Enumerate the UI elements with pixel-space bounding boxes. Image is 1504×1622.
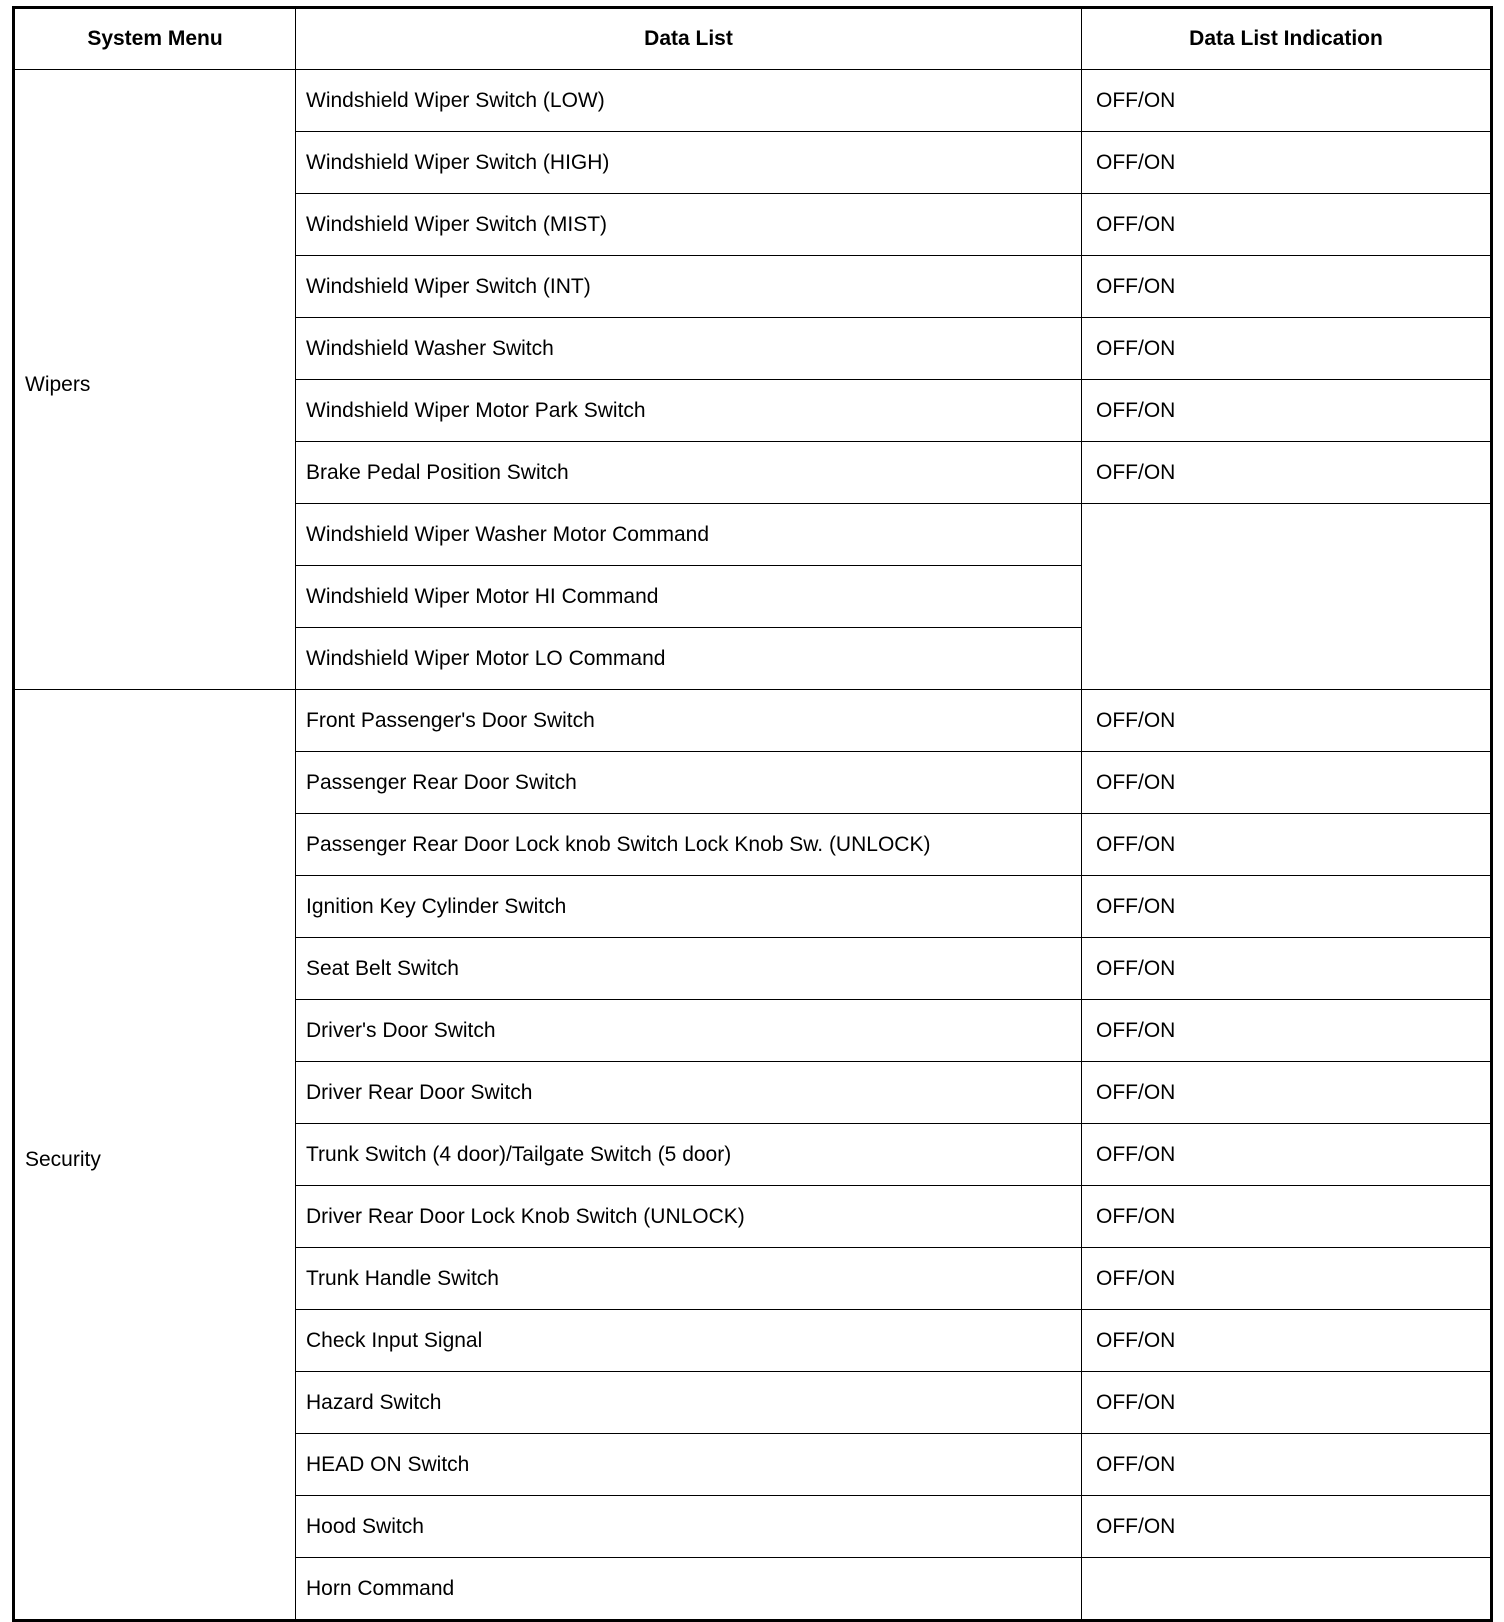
table-row [14, 690, 1492, 752]
indication-cell: OFF/ON [1082, 1248, 1492, 1310]
data-list-cell: Hazard Switch [296, 1372, 1082, 1434]
indication-cell: OFF/ON [1082, 256, 1492, 318]
data-list-cell: Windshield Wiper Switch (INT) [296, 256, 1082, 318]
indication-cell: OFF/ON [1082, 814, 1492, 876]
indication-cell: OFF/ON [1082, 442, 1492, 504]
data-list-cell: Passenger Rear Door Switch [296, 752, 1082, 814]
data-list-table [12, 6, 1493, 1622]
header-row [14, 8, 1492, 70]
data-list-cell: Brake Pedal Position Switch [296, 442, 1082, 504]
data-list-cell: Ignition Key Cylinder Switch [296, 876, 1082, 938]
data-list-cell: Driver's Door Switch [296, 1000, 1082, 1062]
data-list-cell: Windshield Wiper Motor HI Command [296, 566, 1082, 628]
indication-cell: OFF/ON [1082, 690, 1492, 752]
data-list-cell: Passenger Rear Door Lock knob Switch Lock Knob Sw. (UNLOCK) [296, 814, 1082, 876]
indication-cell: OFF/ON [1082, 1062, 1492, 1124]
data-list-cell: Seat Belt Switch [296, 938, 1082, 1000]
data-list-cell: Check Input Signal [296, 1310, 1082, 1372]
data-list-cell: HEAD ON Switch [296, 1434, 1082, 1496]
table-row [14, 70, 1492, 132]
data-list-cell: Hood Switch [296, 1496, 1082, 1558]
header-system-menu: System Menu [14, 8, 296, 70]
indication-cell: OFF/ON [1082, 1434, 1492, 1496]
data-list-cell: Windshield Wiper Switch (LOW) [296, 70, 1082, 132]
data-list-cell: Windshield Wiper Motor LO Command [296, 628, 1082, 690]
indication-cell [1082, 504, 1492, 690]
data-list-cell: Windshield Washer Switch [296, 318, 1082, 380]
header-data-list-indication: Data List Indication [1082, 8, 1492, 70]
data-list-cell: Driver Rear Door Switch [296, 1062, 1082, 1124]
data-list-cell: Horn Command [296, 1558, 1082, 1621]
indication-cell: OFF/ON [1082, 380, 1492, 442]
data-list-cell: Windshield Wiper Washer Motor Command [296, 504, 1082, 566]
indication-cell: OFF/ON [1082, 194, 1492, 256]
header-data-list: Data List [296, 8, 1082, 70]
data-list-cell: Trunk Switch (4 door)/Tailgate Switch (5 door) [296, 1124, 1082, 1186]
indication-cell: OFF/ON [1082, 1000, 1492, 1062]
indication-cell: OFF/ON [1082, 70, 1492, 132]
indication-cell: OFF/ON [1082, 1496, 1492, 1558]
system-menu-cell-wipers: Wipers [14, 70, 296, 690]
indication-cell: OFF/ON [1082, 132, 1492, 194]
indication-cell: OFF/ON [1082, 752, 1492, 814]
data-list-cell: Windshield Wiper Motor Park Switch [296, 380, 1082, 442]
data-list-cell: Windshield Wiper Switch (MIST) [296, 194, 1082, 256]
indication-cell: OFF/ON [1082, 1310, 1492, 1372]
data-list-cell: Front Passenger's Door Switch [296, 690, 1082, 752]
data-list-cell: Windshield Wiper Switch (HIGH) [296, 132, 1082, 194]
data-list-cell: Driver Rear Door Lock Knob Switch (UNLOCK) [296, 1186, 1082, 1248]
table-header [14, 8, 1492, 70]
indication-cell [1082, 1558, 1492, 1621]
indication-cell: OFF/ON [1082, 1124, 1492, 1186]
indication-cell: OFF/ON [1082, 876, 1492, 938]
indication-cell: OFF/ON [1082, 318, 1492, 380]
indication-cell: OFF/ON [1082, 938, 1492, 1000]
data-list-cell: Trunk Handle Switch [296, 1248, 1082, 1310]
table-body [14, 70, 1492, 1621]
indication-cell: OFF/ON [1082, 1186, 1492, 1248]
system-menu-cell-security: Security [14, 690, 296, 1621]
indication-cell: OFF/ON [1082, 1372, 1492, 1434]
